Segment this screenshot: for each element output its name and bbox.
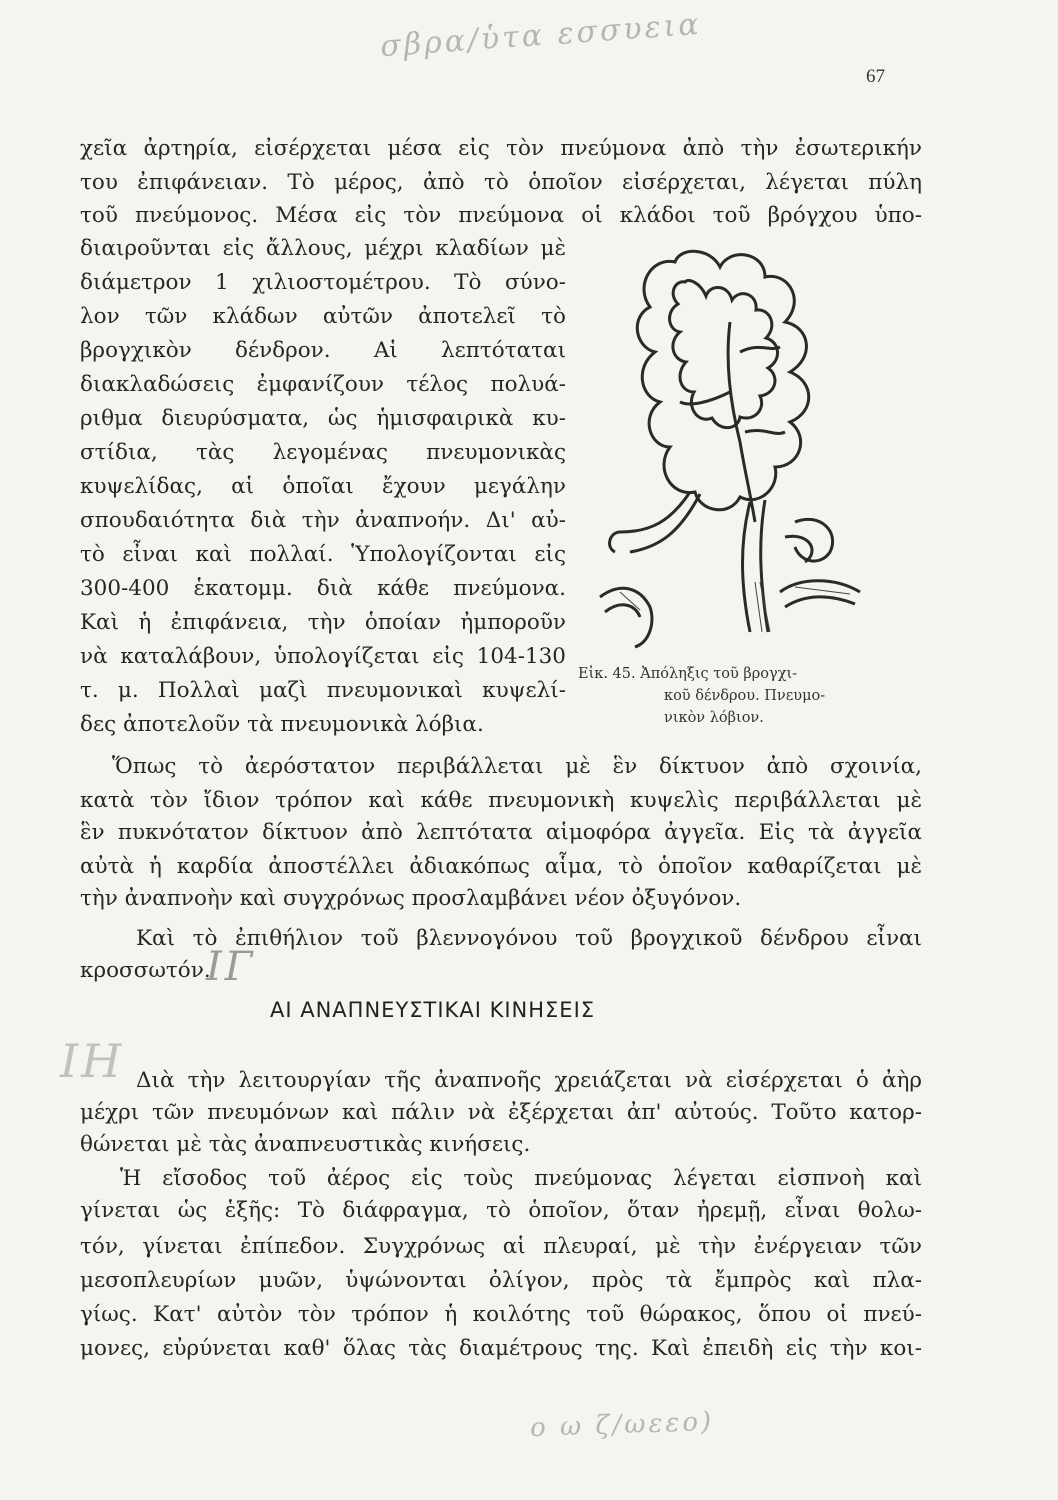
handwritten-margin-note: ΙΗ — [60, 1034, 125, 1088]
figure-caption-line: κοῦ δένδρου. Πνευμο- — [664, 688, 826, 704]
figure-caption-line: Εἰκ. 45. Ἀπόληξις τοῦ βρογχι- — [578, 666, 798, 682]
text-line: σπουδαιότητα διὰ τὴν ἀναπνοήν. Δι' αὐ- — [80, 508, 566, 533]
text-line: νὰ καταλάβουν, ὑπολογίζεται εἰς 104-130 — [80, 644, 566, 669]
text-line: χεῖα ἀρτηρία, εἰσέρχεται μέσα εἰς τὸν πνεύμονα ἀπὸ τὴν ἐσωτερικήν — [80, 136, 922, 161]
text-line: μεσοπλευρίων μυῶν, ὑψώνονται ὀλίγον, πρὸς τὰ ἔμπρὸς καὶ πλα- — [80, 1268, 922, 1293]
text-line: τοῦ πνεύμονος. Μέσα εἰς τὸν πνεύμονα οἱ κλάδοι τοῦ βρόγχου ὑπο- — [80, 203, 922, 228]
text-line: Καὶ ἡ ἐπιφάνεια, τὴν ὁποίαν ἠμποροῦν — [80, 610, 566, 635]
text-line: κροσσωτόν. — [80, 958, 211, 983]
text-line: λον τῶν κλάδων αὐτῶν ἀποτελεῖ τὸ — [80, 304, 566, 329]
text-line: τὴν ἀναπνοὴν καὶ συγχρόνως προσλαμβάνει νέον ὀξυγόνον. — [80, 886, 742, 911]
text-line: γίνεται ὡς ἑξῆς: Τὸ διάφραγμα, τὸ ὁποῖον, ὅταν ἠρεμῇ, εἶναι θολω- — [80, 1198, 922, 1223]
text-line: τ. μ. Πολλαὶ μαζὶ πνευμονικαὶ κυψελί- — [80, 678, 566, 703]
text-line: κυψελίδας, αἱ ὁποῖαι ἔχουν μεγάλην — [80, 474, 566, 499]
text-line: κατὰ τὸν ἴδιον τρόπον καὶ κάθε πνευμονικὴ κυψελὶς περιβάλλεται μὲ — [80, 788, 922, 813]
text-line: ριθμα διευρύσματα, ὡς ἡμισφαιρικὰ κυ- — [80, 406, 566, 431]
text-line: ἓν πυκνότατον δίκτυον ἀπὸ λεπτότατα αἱμοφόρα ἀγγεῖα. Εἰς τὰ ἀγγεῖα — [80, 820, 922, 845]
handwritten-note-top: σβρα/ὑτα εσσυεια — [379, 6, 703, 65]
bronchial-lobule-figure — [580, 232, 880, 662]
text-line: θώνεται μὲ τὰς ἀναπνευστικὰς κινήσεις. — [80, 1132, 531, 1157]
text-line: βρογχικὸν δένδρον. Αἱ λεπτόταται — [80, 338, 566, 363]
text-line: αὐτὰ ἡ καρδία ἀποστέλλει ἀδιακόπως αἷμα, τὸ ὁποῖον καθαρίζεται μὲ — [80, 854, 922, 879]
section-heading: ΑΙ ΑΝΑΠΝΕΥΣΤΙΚΑΙ ΚΙΝΗΣΕΙΣ — [270, 998, 596, 1022]
text-line: του ἐπιφάνειαν. Τὸ μέρος, ἀπὸ τὸ ὁποῖον εἰσέρχεται, λέγεται πύλη — [80, 170, 922, 195]
text-line: διακλαδώσεις ἐμφανίζουν τέλος πολυά- — [80, 372, 566, 397]
text-line: γίως. Κατ' αὐτὸν τὸν τρόπον ἡ κοιλότης τοῦ θώρακος, ὅπου οἱ πνεύ- — [80, 1302, 922, 1327]
page-number: 67 — [866, 66, 885, 87]
text-line: Καὶ τὸ ἐπιθήλιον τοῦ βλεννογόνου τοῦ βρογχικοῦ δένδρου εἶναι — [136, 926, 922, 951]
text-line: μονες, εὐρύνεται καθ' ὅλας τὰς διαμέτρους της. Καὶ ἐπειδὴ εἰς τὴν κοι- — [80, 1336, 922, 1361]
text-line: διαιροῦνται εἰς ἄλλους, μέχρι κλαδίων μὲ — [80, 236, 566, 261]
text-line: Ἡ εἴσοδος τοῦ ἀέρος εἰς τοὺς πνεύμονας λέγεται εἰσπνοὴ καὶ — [120, 1166, 922, 1191]
handwritten-margin-mark: ΙΓ — [206, 944, 256, 990]
text-line: Ὅπως τὸ ἀερόστατον περιβάλλεται μὲ ἓν δίκτυον ἀπὸ σχοινία, — [112, 754, 922, 779]
handwritten-note-bottom: ο ω ζ/ωεεο) — [529, 1406, 715, 1444]
figure-caption-line: νικὸν λόβιον. — [664, 710, 764, 726]
text-line: 300-400 ἑκατομμ. διὰ κάθε πνεύμονα. — [80, 576, 566, 601]
text-line: διάμετρον 1 χιλιοστομέτρου. Τὸ σύνο- — [80, 270, 566, 295]
text-line: δες ἀποτελοῦν τὰ πνευμονικὰ λόβια. — [80, 712, 484, 737]
text-line: μέχρι τῶν πνευμόνων καὶ πάλιν νὰ ἐξέρχεται ἀπ' αὐτούς. Τοῦτο κατορ- — [80, 1100, 922, 1125]
text-line: στίδια, τὰς λεγομένας πνευμονικὰς — [80, 440, 566, 465]
text-line: τόν, γίνεται ἐπίπεδον. Συγχρόνως αἱ πλευραί, μὲ τὴν ἐνέργειαν τῶν — [80, 1234, 922, 1259]
text-line: τὸ εἶναι καὶ πολλαί. Ὑπολογίζονται εἰς — [80, 542, 566, 567]
text-line: Διὰ τὴν λειτουργίαν τῆς ἀναπνοῆς χρειάζεται νὰ εἰσέρχεται ὁ ἀὴρ — [136, 1068, 922, 1093]
